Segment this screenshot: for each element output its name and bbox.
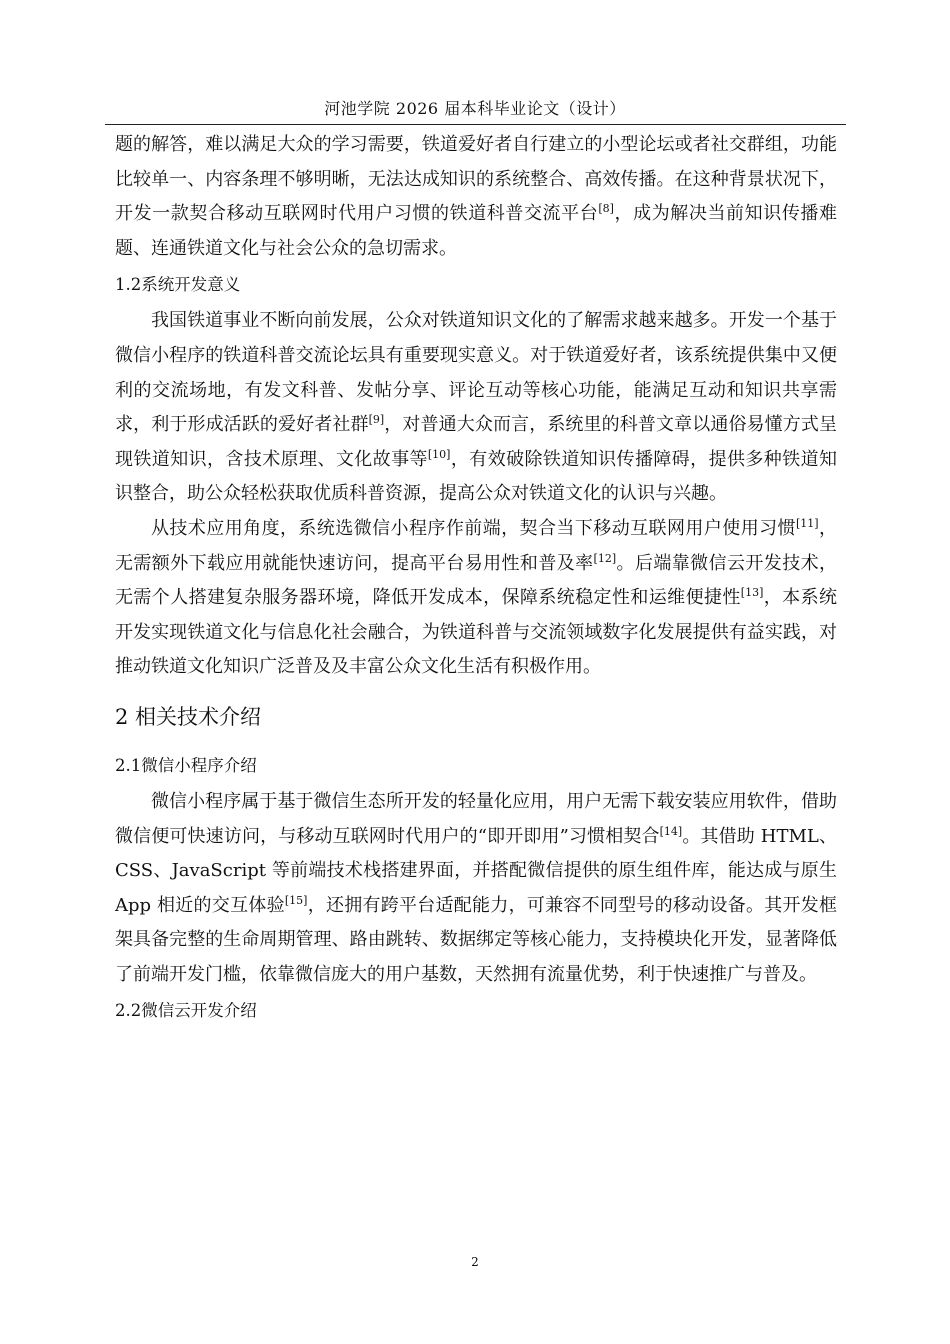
paragraph-text: ，无需额外下载应用就能快速访问，提高平台易用性和普及率 [115, 517, 838, 574]
chapter-heading-2: 2 相关技术介绍 [115, 704, 262, 729]
citation-15: [15] [284, 893, 308, 907]
running-header: 河池学院 2026 届本科毕业论文（设计） [324, 99, 626, 118]
paragraph-text: ，有效破除铁道知识传播障碍，提供多种铁道知识整合，助公众轻松获取优质科普资源，提高公众对铁道文化的认识与兴趣。 [115, 448, 837, 505]
header-divider [105, 124, 846, 125]
paragraph-text: 。后端靠微信云开发技术，无需个人搭建复杂服务器环境，降低开发成本，保障系统稳定性和运维便捷性 [115, 552, 838, 609]
paragraph-text: 。其借助 HTML、CSS、JavaScript 等前端技术栈搭建界面，并搭配微信提供的原生组件库，能达成与原生 App 相近的交互体验 [115, 825, 837, 916]
paragraph-text: 我国铁道事业不断向前发展，公众对铁道知识文化的了解需求越来越多。开发一个基于微信小程序的铁道科普交流论坛具有重要现实意义。对于铁道爱好者，该系统提供集中又便利的交流场地，有发文科普、发帖分享、评论互动等核心功能，能满足互动和知识共享需求，利于形成活跃的爱好者社群 [115, 310, 837, 436]
section-heading-2-2: 2.2微信云开发介绍 [115, 1001, 257, 1021]
paragraph-significance-2 [115, 512, 837, 685]
paragraph-text: 题的解答，难以满足大众的学习需要，铁道爱好者自行建立的小型论坛或者社交群组，功能比较单一、内容条理不够明晰，无法达成知识的系统整合、高效传播。在这种背景状况下，开发一款契合移动互联网时代用户习惯的铁道科普交流平台 [115, 134, 837, 225]
section-heading-2-1: 2.1微信小程序介绍 [115, 755, 257, 775]
document-body [115, 128, 837, 1030]
citation-9: [9] [368, 413, 385, 427]
citation-12: [12] [593, 551, 617, 565]
page-number: 2 [471, 1255, 479, 1269]
citation-14: [14] [659, 824, 683, 838]
citation-8: [8] [598, 202, 614, 216]
paragraph-significance-1 [115, 304, 837, 512]
paragraph-text: 微信小程序属于基于微信生态所开发的轻量化应用，用户无需下载安装应用软件，借助微信便可快速访问，与移动互联网时代用户的“即开即用”习惯相契合 [115, 790, 837, 847]
citation-10: [10] [427, 447, 451, 461]
paragraph-text: ，对普通大众而言，系统里的科普文章以通俗易懂方式呈现铁道知识，含技术原理、文化故事等 [115, 414, 838, 470]
citation-11: [11] [795, 516, 819, 530]
paragraph-intro-continued [115, 128, 837, 266]
paragraph-text: ，本系统开发实现铁道文化与信息化社会融合，为铁道科普与交流领域数字化发展提供有益实践，对推动铁道文化知识广泛普及及丰富公众文化生活有积极作用。 [115, 587, 837, 678]
citation-13: [13] [740, 586, 764, 600]
paragraph-text: ，成为解决当前知识传播难题、连通铁道文化与社会公众的急切需求。 [115, 203, 837, 259]
paragraph-text: 从技术应用角度，系统选微信小程序作前端，契合当下移动互联网用户使用习惯 [151, 517, 796, 539]
paragraph-mini-program [115, 785, 837, 993]
paragraph-text: ，还拥有跨平台适配能力，可兼容不同型号的移动设备。其开发框架具备完整的生命周期管理、路由跳转、数据绑定等核心能力，支持模块化开发，显著降低了前端开发门槛，依靠微信庞大的用户基数，天然拥有流量优势，利于快速推广与普及。 [115, 894, 838, 985]
section-heading-1-2: 1.2系统开发意义 [115, 275, 241, 295]
